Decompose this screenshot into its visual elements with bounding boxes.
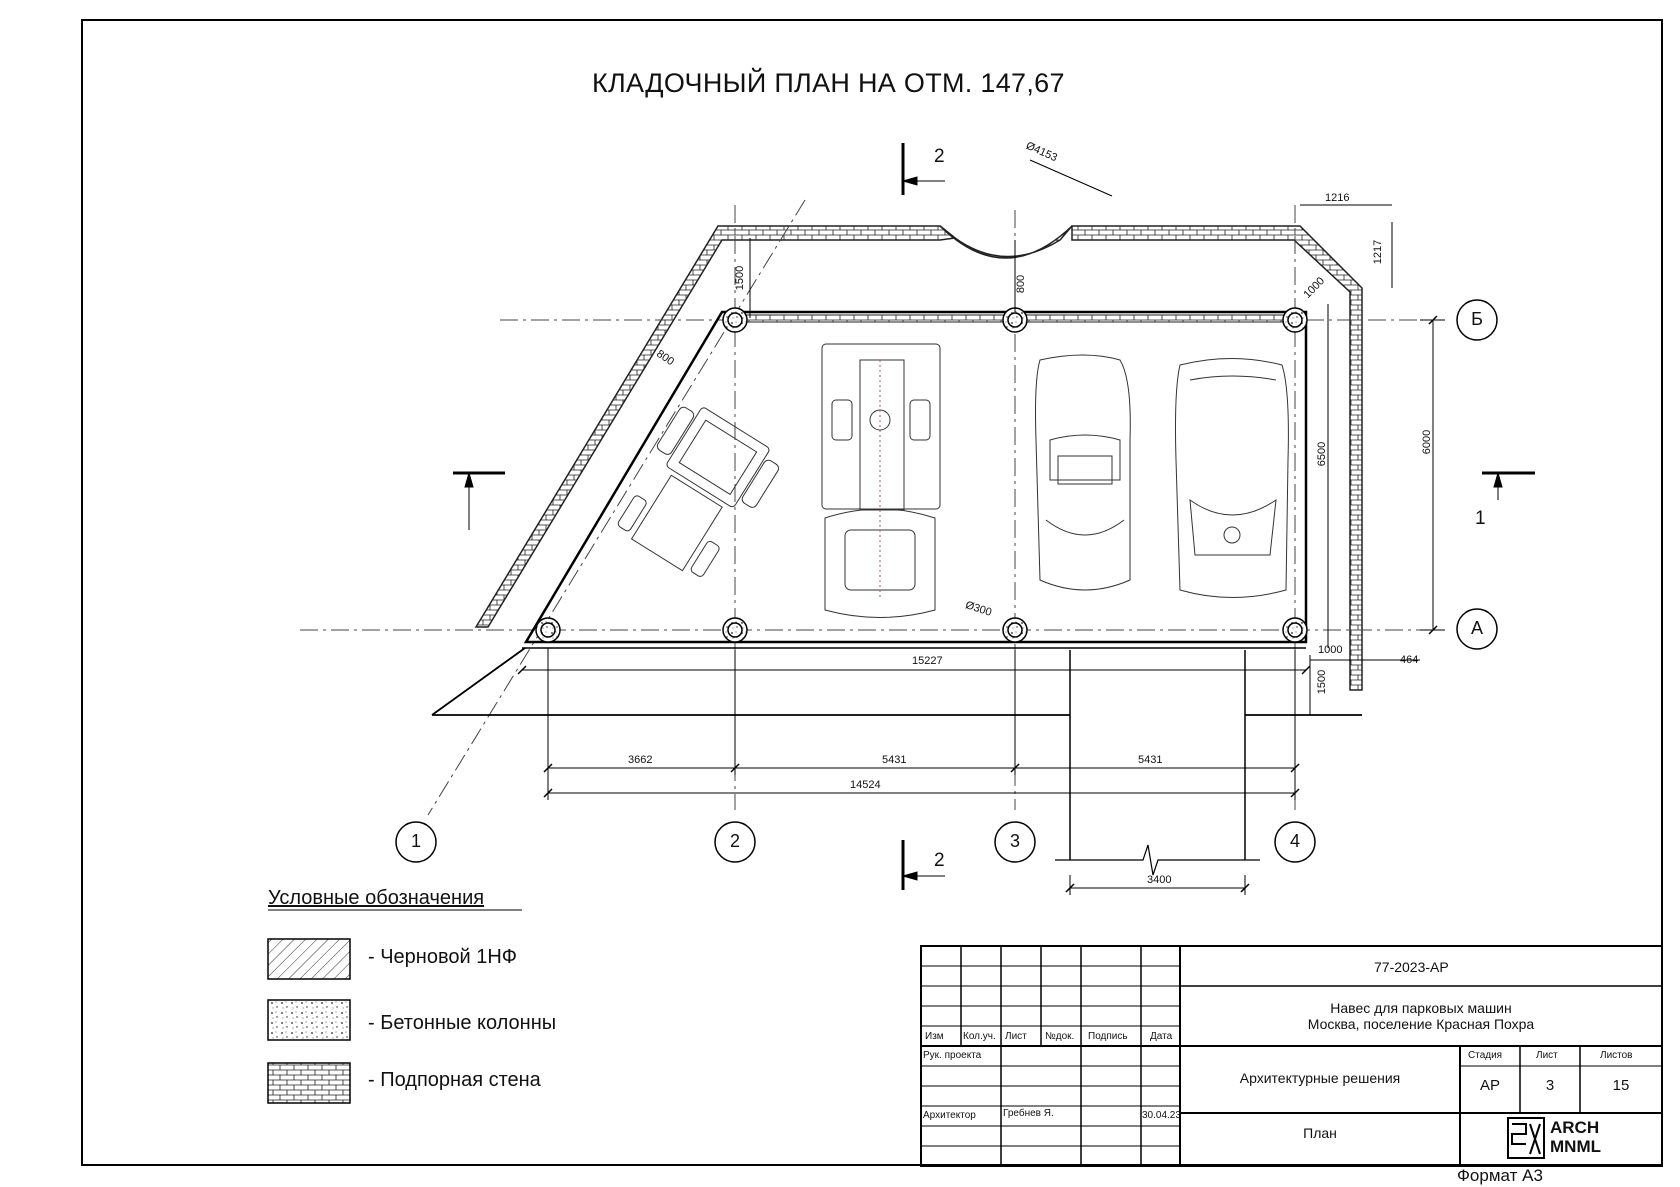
dim-3662: 3662 (628, 754, 653, 766)
format-label: Формат А3 (1457, 1166, 1543, 1185)
project-line-2: Москва, поселение Красная Похра (1307, 1016, 1535, 1032)
col-list: Лист (1005, 1031, 1027, 1042)
legend-item-2: - Бетонные колонны (368, 1012, 557, 1034)
dim-15227: 15227 (912, 655, 943, 667)
dim-5431-b: 5431 (1138, 754, 1163, 766)
sheet-frame (82, 20, 1662, 1165)
vehicle-truck (822, 344, 940, 618)
logo-text-mnml: MNML (1550, 1137, 1601, 1156)
dim-1000-bottom: 1000 (1318, 644, 1343, 656)
vehicle-tractor (608, 397, 786, 586)
arch-mnml-logo (1508, 1118, 1544, 1158)
section-label-1: 1 (1475, 508, 1486, 529)
section-name: Архитектурные решения (1239, 1070, 1401, 1086)
dim-3400: 3400 (1147, 874, 1172, 886)
dim-6500: 6500 (1316, 441, 1329, 467)
page-title: КЛАДОЧНЫЙ ПЛАН НА ОТМ. 147,67 (592, 68, 1065, 98)
dim-300: Ø300 (963, 599, 994, 619)
dim-6000: 6000 (1421, 429, 1434, 455)
col-ndok: №док. (1045, 1031, 1075, 1042)
doc-code: 77-2023-АР (1374, 959, 1449, 975)
logo-text-arch: ARCH (1550, 1118, 1600, 1137)
sheets-value: 15 (1612, 1077, 1630, 1094)
section-label-2-top: 2 (934, 146, 945, 167)
dim-1500-left: 1500 (734, 265, 747, 291)
concrete-icon (268, 1000, 350, 1040)
col-izm: Изм (925, 1031, 944, 1042)
dim-464: 464 (1400, 654, 1419, 666)
legend-item-1: - Черновой 1НФ (368, 946, 517, 968)
col-data: Дата (1150, 1031, 1173, 1042)
sheet-value: 3 (1545, 1077, 1555, 1094)
legend-item-3: - Подпорная стена (368, 1069, 541, 1091)
axis-lines (300, 200, 1440, 815)
role-manager: Рук. проекта (923, 1050, 982, 1061)
sheet-label: Лист (1536, 1050, 1558, 1061)
dim-800-wall: 800 (654, 347, 677, 369)
dim-1217: 1217 (1372, 239, 1385, 265)
col-kol: Кол.уч. (963, 1031, 996, 1042)
sheet-name: План (1303, 1125, 1337, 1141)
role-architect: Архитектор (923, 1110, 976, 1121)
axis-label-3: 3 (1009, 831, 1020, 851)
hatch-icon (268, 939, 350, 979)
stage-value: АР (1479, 1077, 1500, 1094)
legend-heading: Условные обозначения (268, 887, 485, 909)
axis-label-2: 2 (729, 831, 740, 851)
vehicle-car-1 (1036, 355, 1131, 590)
dim-1500-right: 1500 (1316, 669, 1329, 695)
brick-icon (268, 1063, 350, 1103)
axis-label-a: А (1470, 618, 1483, 638)
axis-label-4: 4 (1289, 831, 1300, 851)
retaining-wall (476, 226, 1362, 690)
columns (536, 308, 1307, 642)
vehicle-car-2 (1176, 359, 1289, 598)
sign-date: 30.04.23 (1142, 1110, 1181, 1121)
stage-label: Стадия (1468, 1050, 1503, 1061)
dim-1000-diag: 1000 (1301, 275, 1328, 301)
dim-4153: Ø4153 (1023, 139, 1060, 165)
architect-name: Гребнев Я. (1003, 1108, 1054, 1119)
axis-label-1: 1 (410, 831, 421, 851)
dim-5431-a: 5431 (882, 754, 907, 766)
sheets-label: Листов (1600, 1050, 1633, 1061)
section-label-2-bottom: 2 (934, 850, 945, 871)
axis-label-b: Б (1471, 309, 1483, 329)
dim-1216: 1216 (1325, 192, 1350, 204)
col-podpis: Подпись (1088, 1031, 1128, 1042)
dim-14524: 14524 (850, 779, 881, 791)
dim-800-top: 800 (1015, 274, 1028, 294)
project-line-1: Навес для парковых машин (1330, 1000, 1512, 1016)
logo-text (1550, 1118, 1601, 1156)
